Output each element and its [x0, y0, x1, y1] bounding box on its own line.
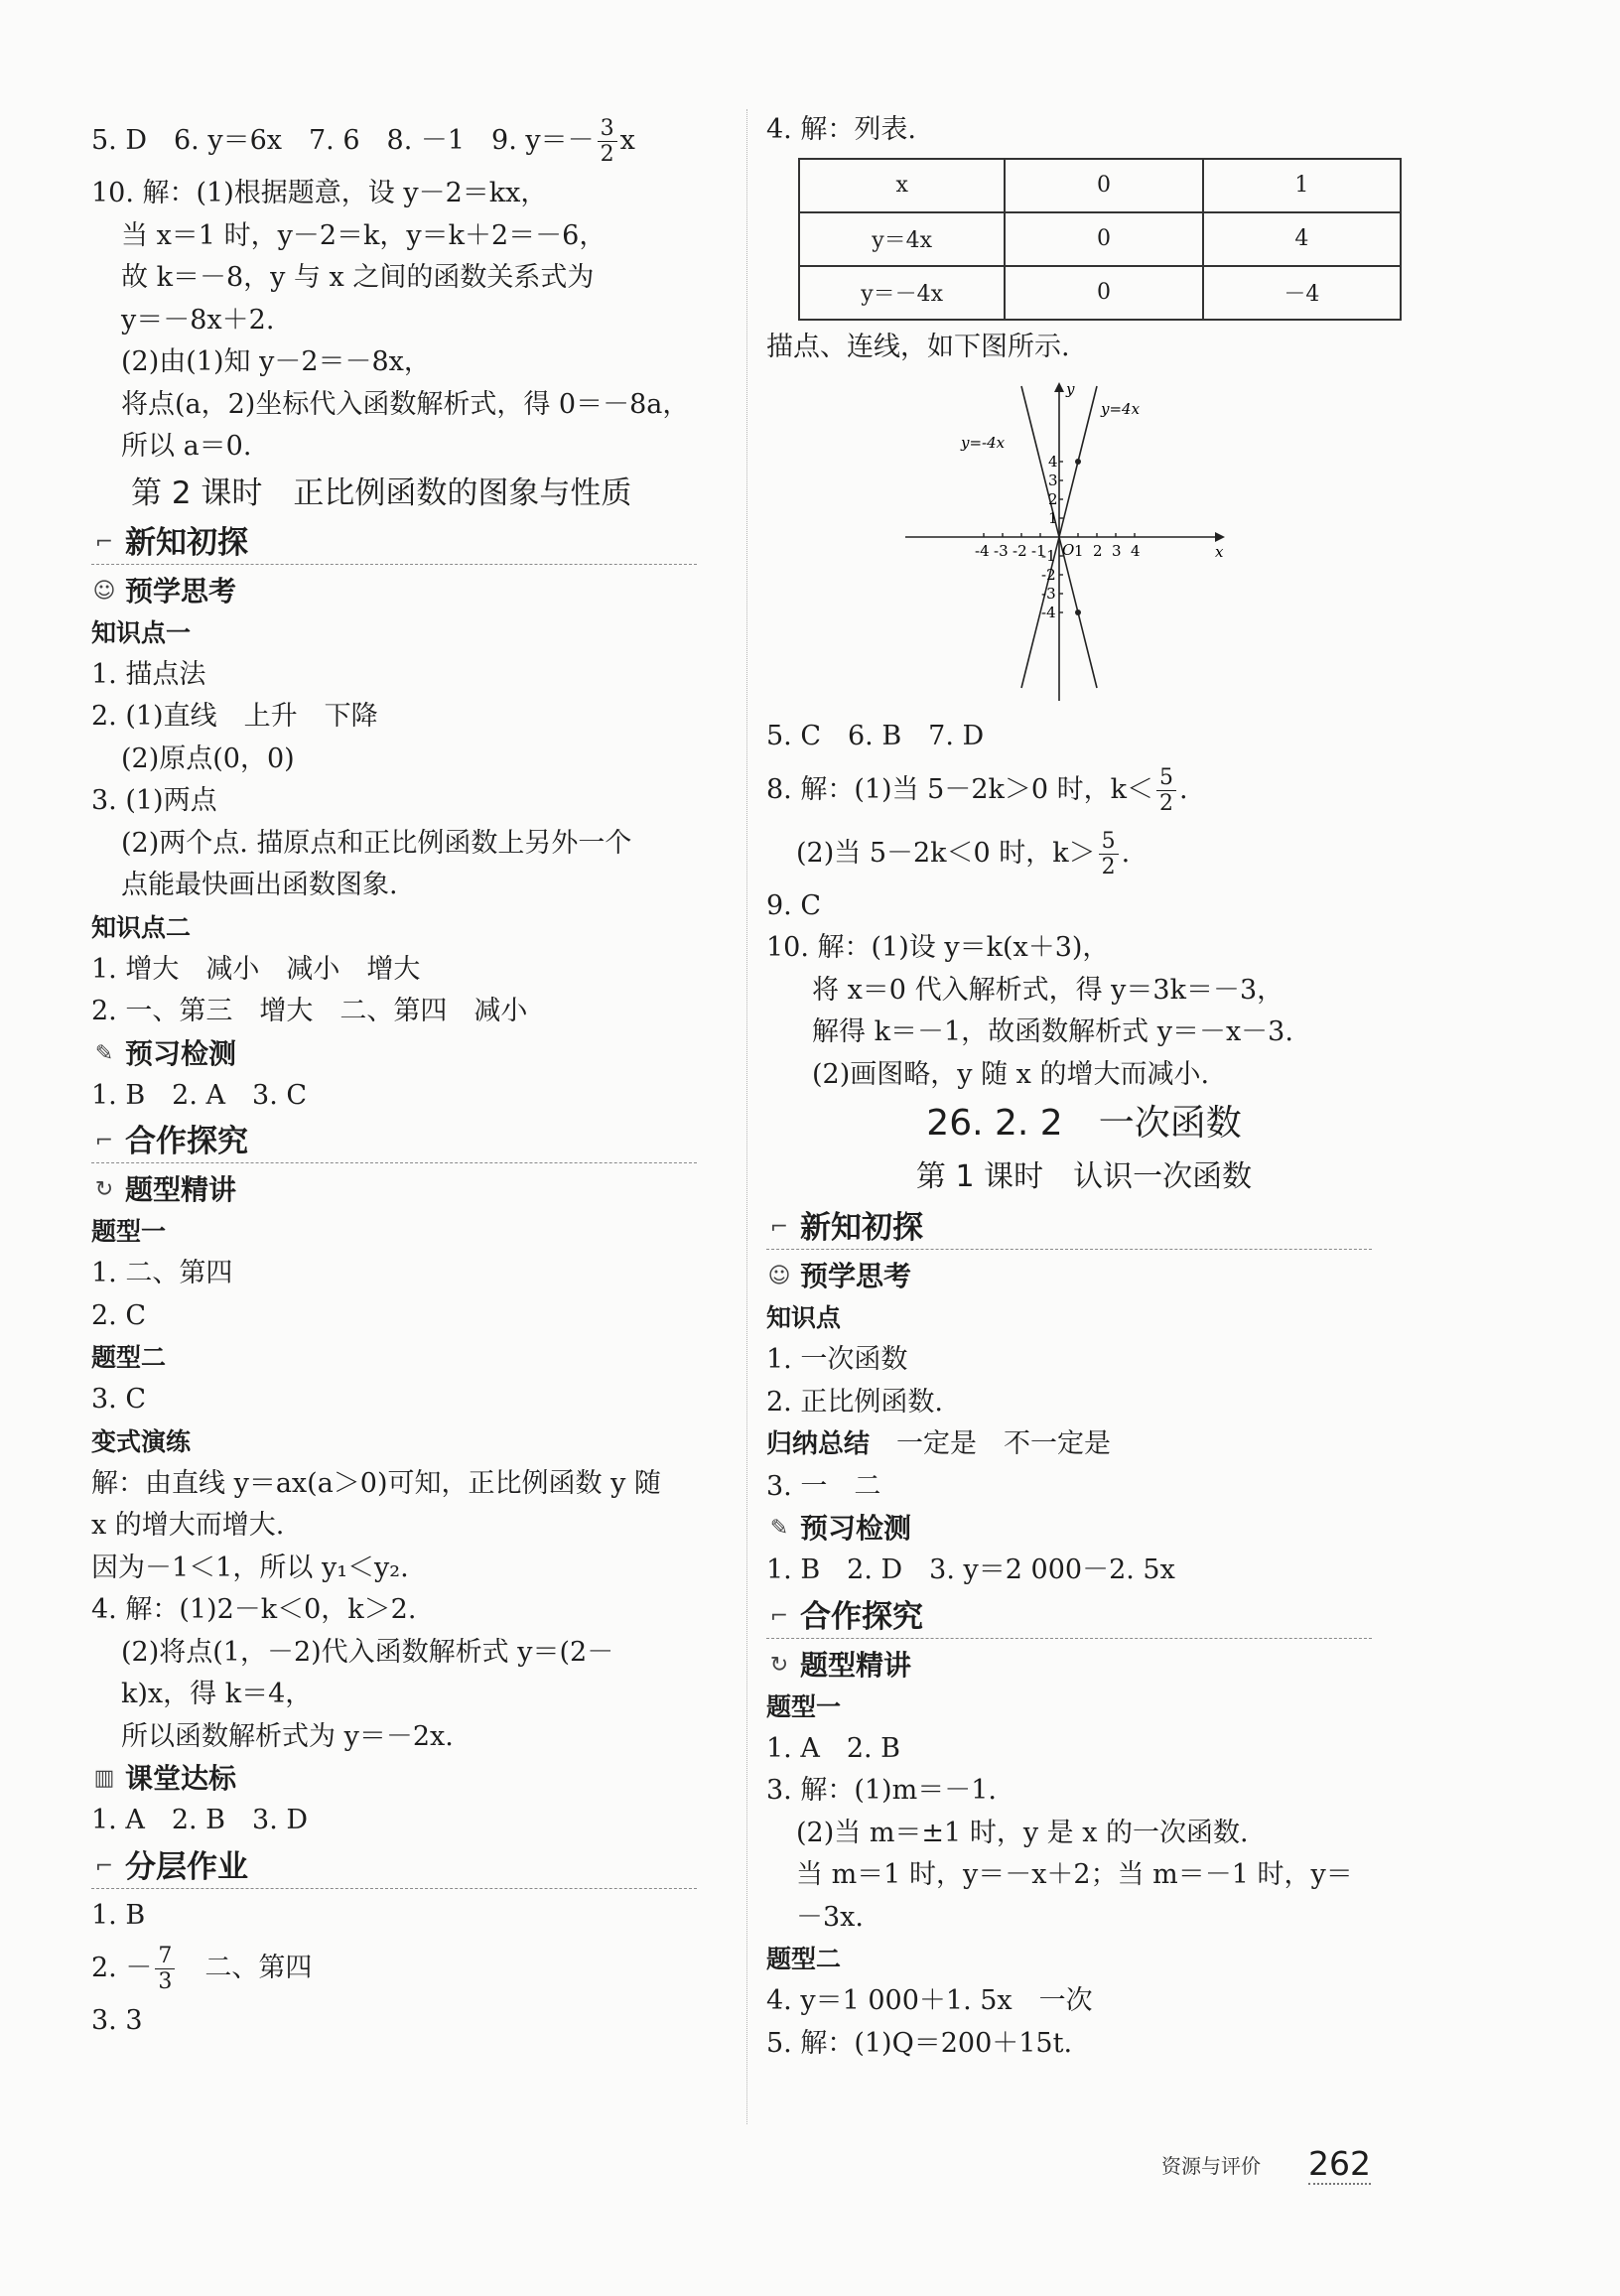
section-flag-icon: ⌐	[94, 1853, 114, 1879]
answer-line: 3. C	[91, 1384, 147, 1415]
section-flag-icon: ⌐	[94, 1129, 114, 1153]
point-1-neg4	[1075, 609, 1081, 615]
point-1-4	[1075, 459, 1081, 465]
table-cell: 0	[1005, 159, 1202, 212]
question-type-label: 题型二	[91, 1343, 167, 1372]
answer-line: (2)将点(1，－2)代入函数解析式 y＝(2－	[121, 1636, 614, 1668]
answer-line: 3. 解：(1)m＝－1.	[766, 1775, 997, 1806]
fraction: $\frac{3}{2}$	[598, 116, 617, 167]
answer-line: 5. C 6. B 7. D	[766, 721, 985, 751]
answer-line: 将 x＝0 代入解析式，得 y＝3k＝－3，	[812, 974, 1284, 1006]
answer-line: (2)当 5－2k＜0 时，k＞ $\frac{5}{2}$ .	[796, 828, 1131, 879]
answer-line: 1. B	[91, 1899, 146, 1931]
origin-label: O	[1062, 541, 1075, 559]
x-axis-arrow	[1215, 532, 1225, 542]
table-cell: x	[799, 159, 1005, 212]
x-tick-label: -3	[994, 542, 1009, 560]
table-cell: 4	[1203, 212, 1401, 266]
function-graph	[905, 378, 1233, 706]
answer-line: 当 m＝1 时，y＝－x＋2；当 m＝－1 时，y＝	[796, 1859, 1353, 1890]
footer-label: 资源与评价	[1161, 2154, 1261, 2178]
section-header: ⌐ 合作探究	[766, 1596, 1372, 1639]
answer-line: 4. 解：列表.	[766, 114, 916, 145]
table-cell: y＝－4x	[799, 266, 1005, 320]
answer-line: 1. B 2. D 3. y＝2 000－2. 5x	[766, 1554, 1175, 1585]
x-tick-label: -1	[1031, 542, 1046, 560]
subsection-header: ▥ 课堂达标	[91, 1758, 727, 1800]
answer-line: 解：由直线 y＝ax(a＞0)可知，正比例函数 y 随	[91, 1467, 661, 1499]
section-header: ⌐ 新知初探	[91, 522, 697, 565]
y-tick-label: -3	[1041, 585, 1056, 603]
book-icon: ▥	[93, 1766, 115, 1791]
section-flag-icon: ⌐	[769, 1603, 789, 1629]
answer-line: k)x，得 k＝4，	[121, 1679, 313, 1709]
question-type-label: 题型一	[766, 1691, 842, 1721]
table-cell: 1	[1203, 159, 1401, 212]
lesson-title: 第 1 课时 认识一次函数	[915, 1159, 1253, 1194]
think-icon: ☺	[767, 1264, 791, 1288]
answer-line: 解得 k＝－1，故函数解析式 y＝－x－3.	[812, 1016, 1293, 1047]
subsection-header: ✎ 预习检测	[766, 1508, 1402, 1550]
answer-line: 10. 解：(1)设 y＝k(x＋3)，	[766, 932, 1110, 963]
answer-line: (2)原点(0，0)	[121, 743, 295, 774]
variant-practice-label: 变式演练	[91, 1426, 192, 1456]
pencil-icon: ✎	[94, 1040, 114, 1066]
x-tick-label: 3	[1112, 542, 1122, 560]
y-tick-label: 4	[1048, 453, 1058, 471]
q10-line: 所以 a＝0.	[121, 431, 252, 462]
q10-line: 将点(a，2)坐标代入函数解析式，得 0＝－8a，	[121, 388, 690, 420]
subsection-header: ↻ 题型精讲	[91, 1169, 727, 1211]
subsection-header: ☺ 预学思考	[766, 1256, 1402, 1297]
answer-line: 3. (1)两点	[91, 785, 217, 816]
answer-line: 9. C	[766, 889, 822, 921]
answer-line: 3. 一 二	[766, 1470, 881, 1502]
answer-line: －3x.	[796, 1901, 864, 1933]
q10-line: y＝－8x＋2.	[121, 304, 275, 336]
answer-line: (2)当 m＝±1 时，y 是 x 的一次函数.	[796, 1817, 1249, 1848]
answer-line: 因为－1＜1，所以 y₁＜y₂.	[91, 1552, 409, 1583]
x-tick-label: 2	[1093, 542, 1103, 560]
section-header: ⌐ 新知初探	[766, 1207, 1372, 1250]
x-tick-label: -2	[1012, 542, 1027, 560]
x-tick-label: -4	[975, 542, 990, 560]
answer-line: 2. － $\frac{7}{3}$ 二、第四	[91, 1944, 313, 1994]
x-axis-label: x	[1215, 543, 1224, 561]
y-axis-arrow	[1054, 382, 1064, 392]
fraction: $\frac{5}{2}$	[1156, 765, 1176, 816]
refresh-icon: ↻	[769, 1652, 789, 1678]
answer-line: 所以函数解析式为 y＝－2x.	[121, 1720, 454, 1752]
answer-line: 2. (1)直线 上升 下降	[91, 701, 378, 732]
answer-line: 1. 二、第四	[91, 1258, 233, 1288]
label-y-eq-neg4x: y=-4x	[961, 434, 1006, 452]
right-column	[766, 109, 1402, 2065]
answer-line: 4. 解：(1)2－k＜0，k＞2.	[91, 1594, 417, 1625]
summary-label: 归纳总结	[766, 1429, 871, 1459]
answer-line: 1. A 2. B 3. D	[91, 1805, 309, 1835]
answer-line: 2. 正比例函数.	[766, 1386, 943, 1418]
left-column	[91, 109, 727, 2043]
question-type-label: 题型一	[91, 1217, 167, 1246]
answer-line: 5. 解：(1)Q＝200＋15t.	[766, 2027, 1073, 2059]
section-flag-icon: ⌐	[94, 529, 114, 555]
answer-line: x 的增大而增大.	[91, 1510, 285, 1541]
table-row	[799, 212, 1401, 266]
subsection-header: ☺ 预学思考	[91, 571, 727, 612]
section-header: ⌐ 分层作业	[91, 1846, 697, 1889]
question-type-label: 题型二	[766, 1945, 842, 1973]
table-cell: y＝4x	[799, 212, 1005, 266]
q10-line: 10. 解：(1)根据题意，设 y－2＝kx，	[91, 178, 548, 208]
subsection-header: ↻ 题型精讲	[766, 1645, 1402, 1687]
table-row	[799, 266, 1401, 320]
page-number: 262	[1308, 2144, 1371, 2183]
x-tick-label: 4	[1131, 542, 1141, 560]
think-icon: ☺	[92, 578, 116, 604]
answer-line: (2)画图略，y 随 x 的增大而减小.	[812, 1058, 1210, 1090]
answer-line: 1. A 2. B	[766, 1732, 901, 1764]
q10-line: 当 x＝1 时，y－2＝k，y＝k＋2＝－6，	[121, 219, 607, 251]
section-header: ⌐ 合作探究	[91, 1121, 697, 1163]
column-divider	[746, 109, 747, 2124]
answer-line: 1. 增大 减小 减小 增大	[91, 953, 421, 985]
subsection-header: ✎ 预习检测	[91, 1033, 727, 1075]
chapter-title: 26. 2. 2 一次函数	[926, 1103, 1242, 1144]
answer-line: 4. y＝1 000＋1. 5x 一次	[766, 1985, 1093, 2016]
fraction: $\frac{5}{2}$	[1099, 829, 1119, 879]
y-tick-label: 1	[1048, 509, 1058, 527]
knowledge-point-label: 知识点一	[91, 617, 192, 647]
y-tick-label: -4	[1041, 604, 1056, 621]
lesson-title: 第 2 课时 正比例函数的图象与性质	[131, 474, 632, 511]
answer-line: 8. 解：(1)当 5－2k＞0 时，k＜ $\frac{5}{2}$ .	[766, 764, 1188, 816]
y-tick-label: 3	[1048, 472, 1058, 489]
answer-line: (2)两个点. 描原点和正比例函数上另外一个	[121, 827, 632, 859]
fraction: $\frac{7}{3}$	[155, 1944, 175, 1994]
y-tick-label: -2	[1041, 566, 1056, 584]
table-row	[799, 159, 1401, 212]
answers-5-9: 5. D 6. y＝6x 7. 6 8. －1 9. y＝－ $\frac{3}{2}$ x	[91, 116, 635, 167]
answer-line: 描点、连线，如下图所示.	[766, 331, 1070, 362]
x-tick-label: 1	[1074, 542, 1084, 560]
table-cell: 0	[1005, 212, 1202, 266]
q10-line: (2)由(1)知 y－2＝－8x，	[121, 346, 431, 377]
table-cell: －4	[1203, 266, 1401, 320]
page-footer	[1161, 2144, 1371, 2185]
answer-line: 点能最快画出函数图象.	[121, 870, 398, 900]
value-table	[798, 158, 1402, 321]
answer-line: 2. 一、第三 增大 二、第四 减小	[91, 996, 528, 1026]
answer-line: 1. 描点法	[91, 658, 206, 690]
knowledge-point-label: 知识点	[766, 1303, 842, 1332]
refresh-icon: ↻	[94, 1177, 114, 1202]
pencil-icon: ✎	[769, 1516, 789, 1541]
answer-line: 2. C	[91, 1299, 147, 1331]
knowledge-point-label: 知识点二	[91, 912, 192, 942]
section-flag-icon: ⌐	[769, 1215, 789, 1240]
answer-line: 3. 3	[91, 2005, 143, 2036]
answer-line: 1. 一次函数	[766, 1344, 908, 1375]
answer-line: 归纳总结 一定是 不一定是	[766, 1428, 1112, 1459]
label-y-eq-4x: y=4x	[1101, 400, 1141, 418]
y-tick-label: -1	[1041, 547, 1056, 565]
answer-line: 1. B 2. A 3. C	[91, 1079, 308, 1111]
y-tick-label: 2	[1048, 490, 1058, 508]
q10-line: 故 k＝－8，y 与 x 之间的函数关系式为	[121, 262, 595, 293]
y-axis-label: y	[1066, 380, 1075, 398]
table-cell: 0	[1005, 266, 1202, 320]
